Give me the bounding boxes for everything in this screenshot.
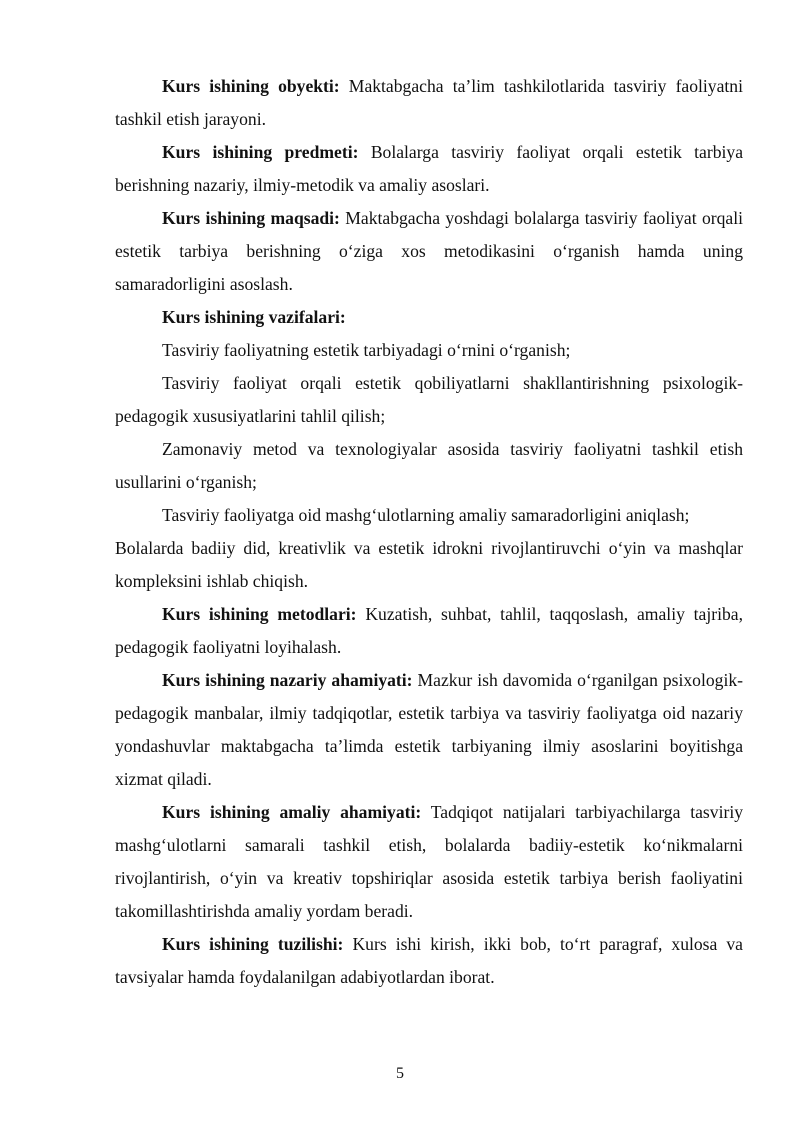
text-nazariy: Mazkur ish davomida o‘rganilgan psixologik-pedagogik manbalar, ilmiy tadqiqotlar, estetik tarbiya va tasviriy faoliyatga oid nazariy yondashuvlar maktabgacha ta’limda estetik tarbiyaning ilmiy asoslarini boyitishga xizmat qiladi. <box>115 670 744 789</box>
paragraph-metodlar <box>115 598 743 664</box>
paragraph-maqsad <box>115 202 743 301</box>
list-item: Bolalarda badiiy did, kreativlik va estetik idrokni rivojlantiruvchi o‘yin va mashqlar kompleksini ishlab chiqish. <box>115 538 743 591</box>
paragraph-amaliy <box>115 796 743 928</box>
list-item: Tasviriy faoliyat orqali estetik qobiliyatlarni shakllantirishning psixologik-pedagogik xususiyatlarini tahlil qilish; <box>115 373 743 426</box>
paragraph-predmet <box>115 136 743 202</box>
text-amaliy: Tadqiqot natijalari tarbiyachilarga tasviriy mashg‘ulotlarni samarali tashkil etish, bolalarda badiiy-estetik ko‘nikmalarni rivojlantirish, o‘yin va kreativ topshiriqlar asosida estetik tarbiya berish faoliyatini takomillashtirishda amaliy yordam beradi. <box>115 802 744 921</box>
heading-tuzilish: Kurs ishining tuzilishi: <box>162 934 344 954</box>
text-tuzilish: Kurs ishi kirish, ikki bob, to‘rt paragraf, xulosa va tavsiyalar hamda foydalanilgan adabiyotlardan iborat. <box>115 934 743 987</box>
text-predmet: Bolalarga tasviriy faoliyat orqali estetik tarbiya berishning nazariy, ilmiy-metodik va amaliy asoslari. <box>115 142 743 195</box>
list-item: Tasviriy faoliyatga oid mashg‘ulotlarning amaliy samaradorligini aniqlash; <box>162 505 690 525</box>
heading-maqsad: Kurs ishining maqsadi: <box>162 208 340 228</box>
paragraph-tuzilish <box>115 928 743 994</box>
heading-obyekt: Kurs ishining obyekti: <box>162 76 340 96</box>
paragraph-vazifalar-heading <box>115 301 743 334</box>
list-item: Tasviriy faoliyatning estetik tarbiyadagi o‘rnini o‘rganish; <box>162 340 571 360</box>
text-obyekt: Maktabgacha ta’lim tashkilotlarida tasviriy faoliyatni tashkil etish jarayoni. <box>115 76 743 129</box>
heading-amaliy: Kurs ishining amaliy ahamiyati: <box>162 802 422 822</box>
heading-nazariy: Kurs ishining nazariy ahamiyati: <box>162 670 413 690</box>
heading-metodlar: Kurs ishining metodlari: <box>162 604 357 624</box>
paragraph-obyekt <box>115 70 743 136</box>
paragraph-nazariy <box>115 664 743 796</box>
text-metodlar: Kuzatish, suhbat, tahlil, taqqoslash, amaliy tajriba, pedagogik faoliyatni loyihalash. <box>115 604 744 657</box>
text-maqsad: Maktabgacha yoshdagi bolalarga tasviriy faoliyat orqali estetik tarbiya berishning o‘ziga xos metodikasini o‘rganish hamda uning samaradorligini asoslash. <box>115 208 743 294</box>
heading-predmet: Kurs ishining predmeti: <box>162 142 359 162</box>
list-item: Zamonaviy metod va texnologiyalar asosida tasviriy faoliyatni tashkil etish usullarini o‘rganish; <box>115 439 743 492</box>
document-page <box>115 70 743 994</box>
heading-vazifalar: Kurs ishining vazifalari: <box>162 307 346 327</box>
page-number: 5 <box>396 1065 404 1082</box>
